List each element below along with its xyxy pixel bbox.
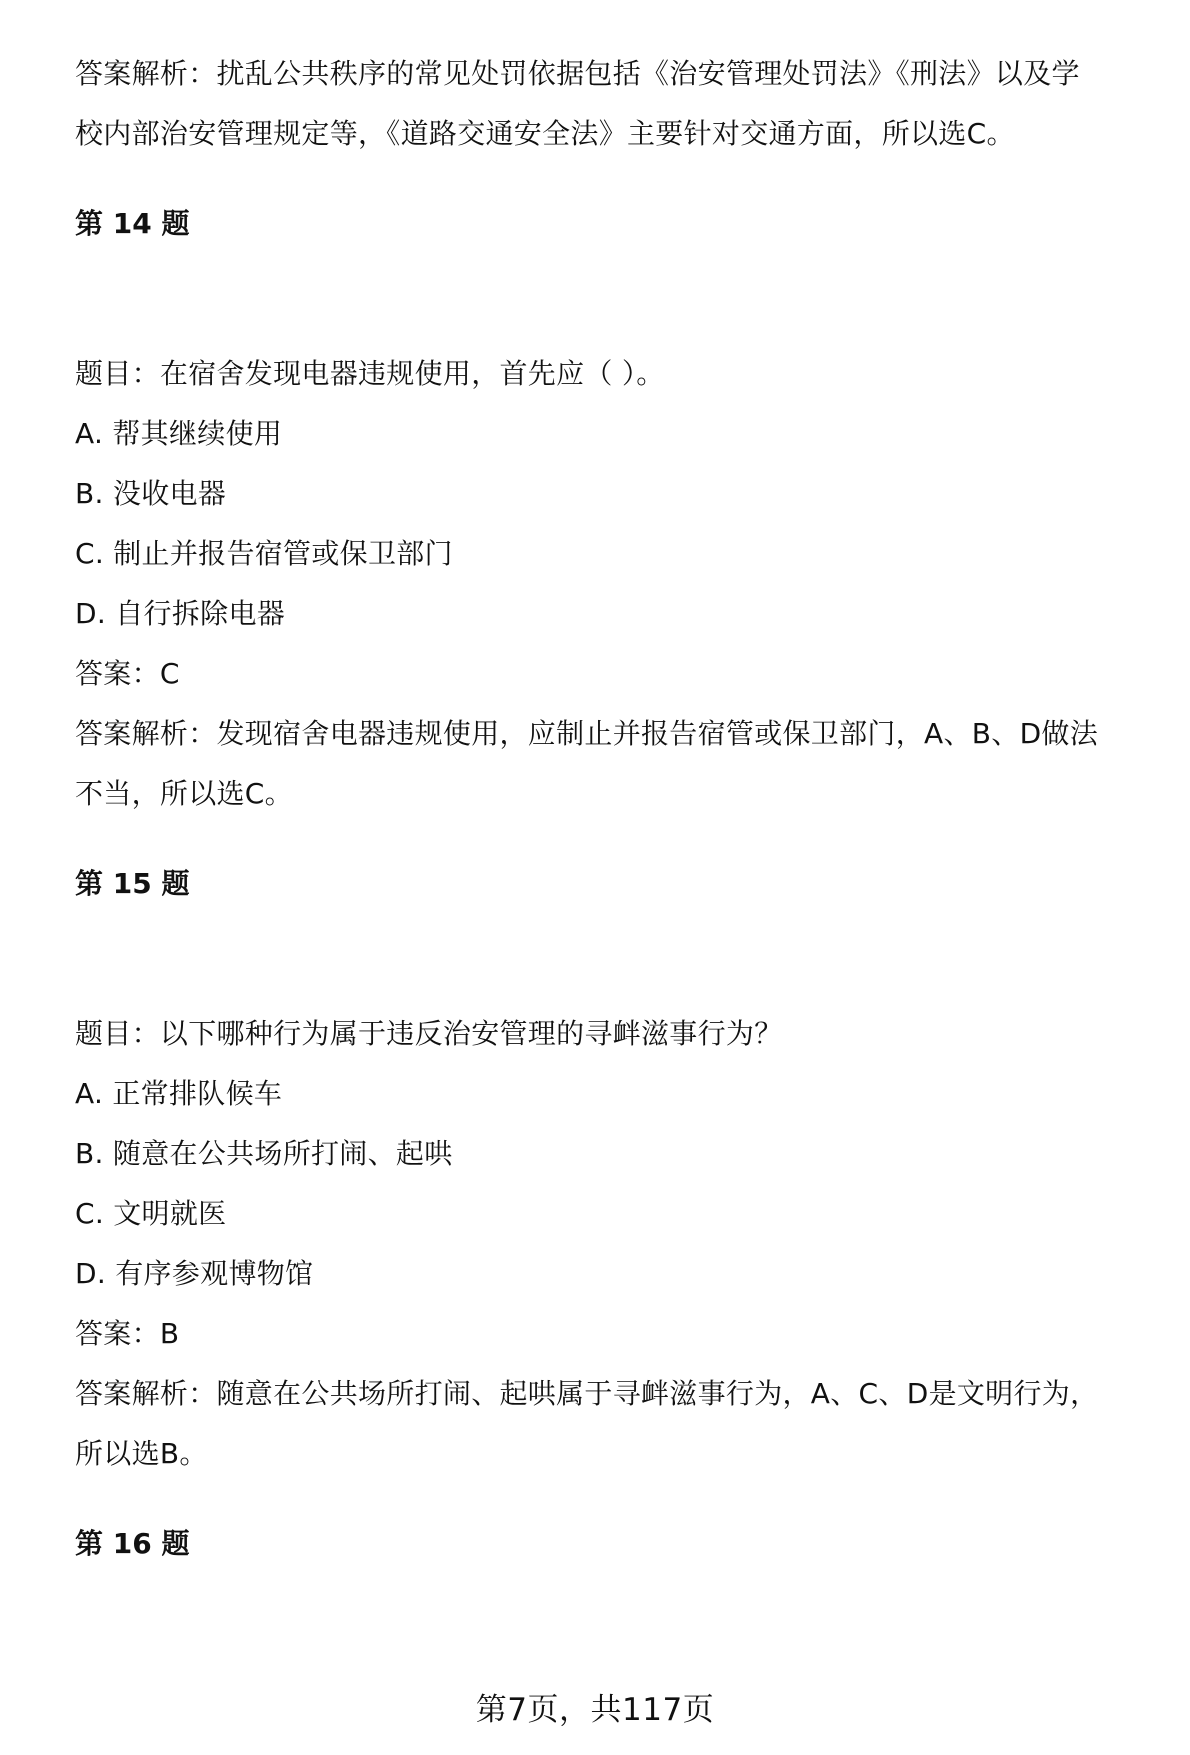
question-14 xyxy=(75,194,1165,824)
question-heading: 第 16 题 xyxy=(75,1527,190,1560)
question-stem: 题目：在宿舍发现电器违规使用，首先应（ ）。 xyxy=(75,357,665,390)
explanation-line: 答案解析：随意在公共场所打闹、起哄属于寻衅滋事行为，A、C、D是文明行为， xyxy=(75,1377,1099,1410)
question-16 xyxy=(75,1514,1165,1574)
question-stem: 题目：以下哪种行为属于违反治安管理的寻衅滋事行为？ xyxy=(75,1017,783,1050)
option-d: D. 自行拆除电器 xyxy=(75,597,286,630)
explanation-line: 答案解析：扰乱公共秩序的常见处罚依据包括《治安管理处罚法》《刑法》以及学 xyxy=(75,57,1080,90)
question-15 xyxy=(75,854,1165,1484)
option-a: A. 正常排队候车 xyxy=(75,1077,283,1110)
question-heading: 第 14 题 xyxy=(75,207,190,240)
explanation-line: 答案解析：发现宿舍电器违规使用，应制止并报告宿管或保卫部门，A、B、D做法 xyxy=(75,717,1099,750)
explanation-line: 不当，所以选C。 xyxy=(75,777,293,810)
option-b: B. 随意在公共场所打闹、起哄 xyxy=(75,1137,453,1170)
option-b: B. 没收电器 xyxy=(75,477,227,510)
answer: 答案：B xyxy=(75,1317,180,1350)
question-heading: 第 15 题 xyxy=(75,867,190,900)
page-number: 第7页，共117页 xyxy=(475,1692,715,1728)
page-content xyxy=(75,44,1165,1574)
intro-explanation xyxy=(75,44,1165,164)
option-a: A. 帮其继续使用 xyxy=(75,417,283,450)
explanation-line: 校内部治安管理规定等，《道路交通安全法》主要针对交通方面，所以选C。 xyxy=(75,117,1015,150)
option-d: D. 有序参观博物馆 xyxy=(75,1257,314,1290)
explanation-line: 所以选B。 xyxy=(75,1437,208,1470)
option-c: C. 制止并报告宿管或保卫部门 xyxy=(75,537,453,570)
option-c: C. 文明就医 xyxy=(75,1197,227,1230)
answer: 答案：C xyxy=(75,657,180,690)
